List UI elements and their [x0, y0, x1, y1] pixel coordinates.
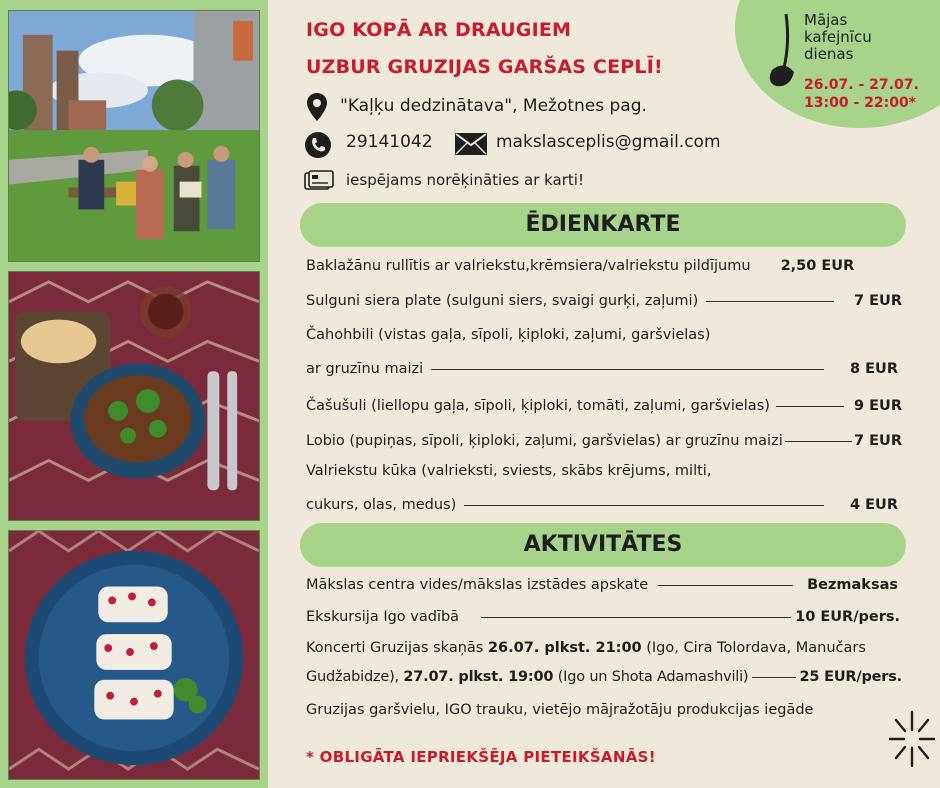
activity-price: 10 EUR/pers. [795, 609, 900, 625]
concert-performers-1: (Igo, Cira Tolordava, Manučars [646, 640, 866, 656]
menu-item [306, 358, 898, 380]
menu-item [306, 430, 902, 452]
menu-item-text: Sulguni siera plate (sulguni siers, svaigi gurķi, zaļumi) [306, 293, 699, 309]
phone-icon [304, 131, 332, 159]
menu-item-price: 7 EUR [854, 433, 902, 449]
leader-line [785, 441, 852, 442]
leader-line [752, 677, 795, 678]
menu-item [306, 255, 902, 277]
sparkle-icon [886, 708, 938, 770]
menu-item [306, 494, 898, 516]
menu-item [306, 395, 902, 417]
leader-line [431, 369, 824, 370]
email-icon [454, 132, 488, 156]
photo-column [0, 0, 268, 788]
menu-item-price: 9 EUR [854, 398, 902, 414]
leader-line [776, 406, 844, 407]
badge-hours: 13:00 - 22:00* [804, 95, 917, 111]
leader-line [464, 505, 824, 506]
email-address[interactable]: makslasceplis@gmail.com [496, 132, 721, 152]
concert-prefix: Koncerti Gruzijas skaņās [306, 640, 484, 656]
activity-text: Ekskursija Igo vadībā [306, 609, 460, 625]
registration-note: * OBLIGĀTA IEPRIEKŠĒJA PIETEIKŠANĀS! [306, 748, 656, 766]
concert-price: 25 EUR/pers. [799, 669, 902, 685]
menu-item-text: Čahohbili (vistas gaļa, sīpoli, ķiploki, zaļumi, garšvielas) [306, 327, 711, 343]
badge-dates [804, 76, 919, 112]
payment-card-icon [304, 170, 334, 192]
menu-item-text-cont: cukurs, olas, medus) [306, 497, 457, 513]
concert-date-1: 26.07. plkst. 21:00 [487, 640, 642, 656]
location-text: "Kaļķu dedzinātava", Mežotnes pag. [340, 96, 647, 116]
menu-item [306, 290, 902, 312]
activity-item [306, 574, 898, 596]
menu-item-price: 4 EUR [850, 497, 898, 513]
menu-item-text-cont: ar gruzīnu maizi [306, 361, 424, 377]
badge-title: Mājas kafejnīcu dienas [804, 11, 872, 63]
menu-item-text: Čašušuli (liellopu gaļa, sīpoli, ķiploki, tomāti, zaļumi, garšvielas) [306, 398, 770, 414]
leader-line [706, 301, 834, 302]
concert-performers-2: (Igo un Shota Adamashvili) [557, 669, 749, 685]
shop-activity-text: Gruzijas garšvielu, IGO trauku, vietējo mājražotāju produkcijas iegāde [306, 702, 814, 718]
activity-item [306, 606, 900, 628]
activities-heading: AKTIVITĀTES [300, 523, 906, 567]
card-payment-note: iespējams norēķināties ar karti! [346, 171, 584, 189]
title-line-1: IGO KOPĀ AR DRAUGIEM [306, 19, 572, 41]
ladle-icon [760, 12, 800, 92]
leader-line [658, 585, 793, 586]
location-pin-icon [306, 92, 328, 122]
menu-item-text: Lobio (pupiņas, sīpoli, ķiploki, zaļumi, garšvielas) ar gruzīnu maizi [306, 433, 783, 449]
activity-price: Bezmaksas [807, 577, 898, 593]
menu-item-price: 7 EUR [854, 293, 902, 309]
menu-heading: ĒDIENKARTE [300, 203, 906, 247]
concert-line-1 [306, 640, 866, 656]
menu-item-text: Valriekstu kūka (valrieksti, sviests, skābs krējums, milti, [306, 463, 712, 479]
menu-item-price: 8 EUR [850, 361, 898, 377]
concert-line-2 [306, 666, 902, 688]
concert-date-2: 27.07. plkst. 19:00 [403, 669, 554, 685]
leader-line [481, 617, 791, 618]
concert-line-2-text [306, 669, 748, 685]
badge-date-range: 26.07. - 27.07. [804, 77, 919, 93]
activity-text: Mākslas centra vides/mākslas izstādes apskate [306, 577, 649, 593]
photo-group-outdoors [8, 10, 260, 262]
concert-performers-1-end: Gudžabidze), [306, 669, 399, 685]
title-line-2: UZBUR GRUZIJAS GARŠAS CEPLĪ! [306, 56, 663, 78]
phone-number[interactable]: 29141042 [346, 132, 433, 152]
menu-item-price: 2,50 EUR [780, 258, 855, 274]
menu-item-text: Baklažānu rullītis ar valriekstu,krēmsiera/valriekstu pildījumu [306, 258, 751, 274]
photo-food-bowl [8, 271, 260, 521]
photo-food-plate [8, 530, 260, 780]
